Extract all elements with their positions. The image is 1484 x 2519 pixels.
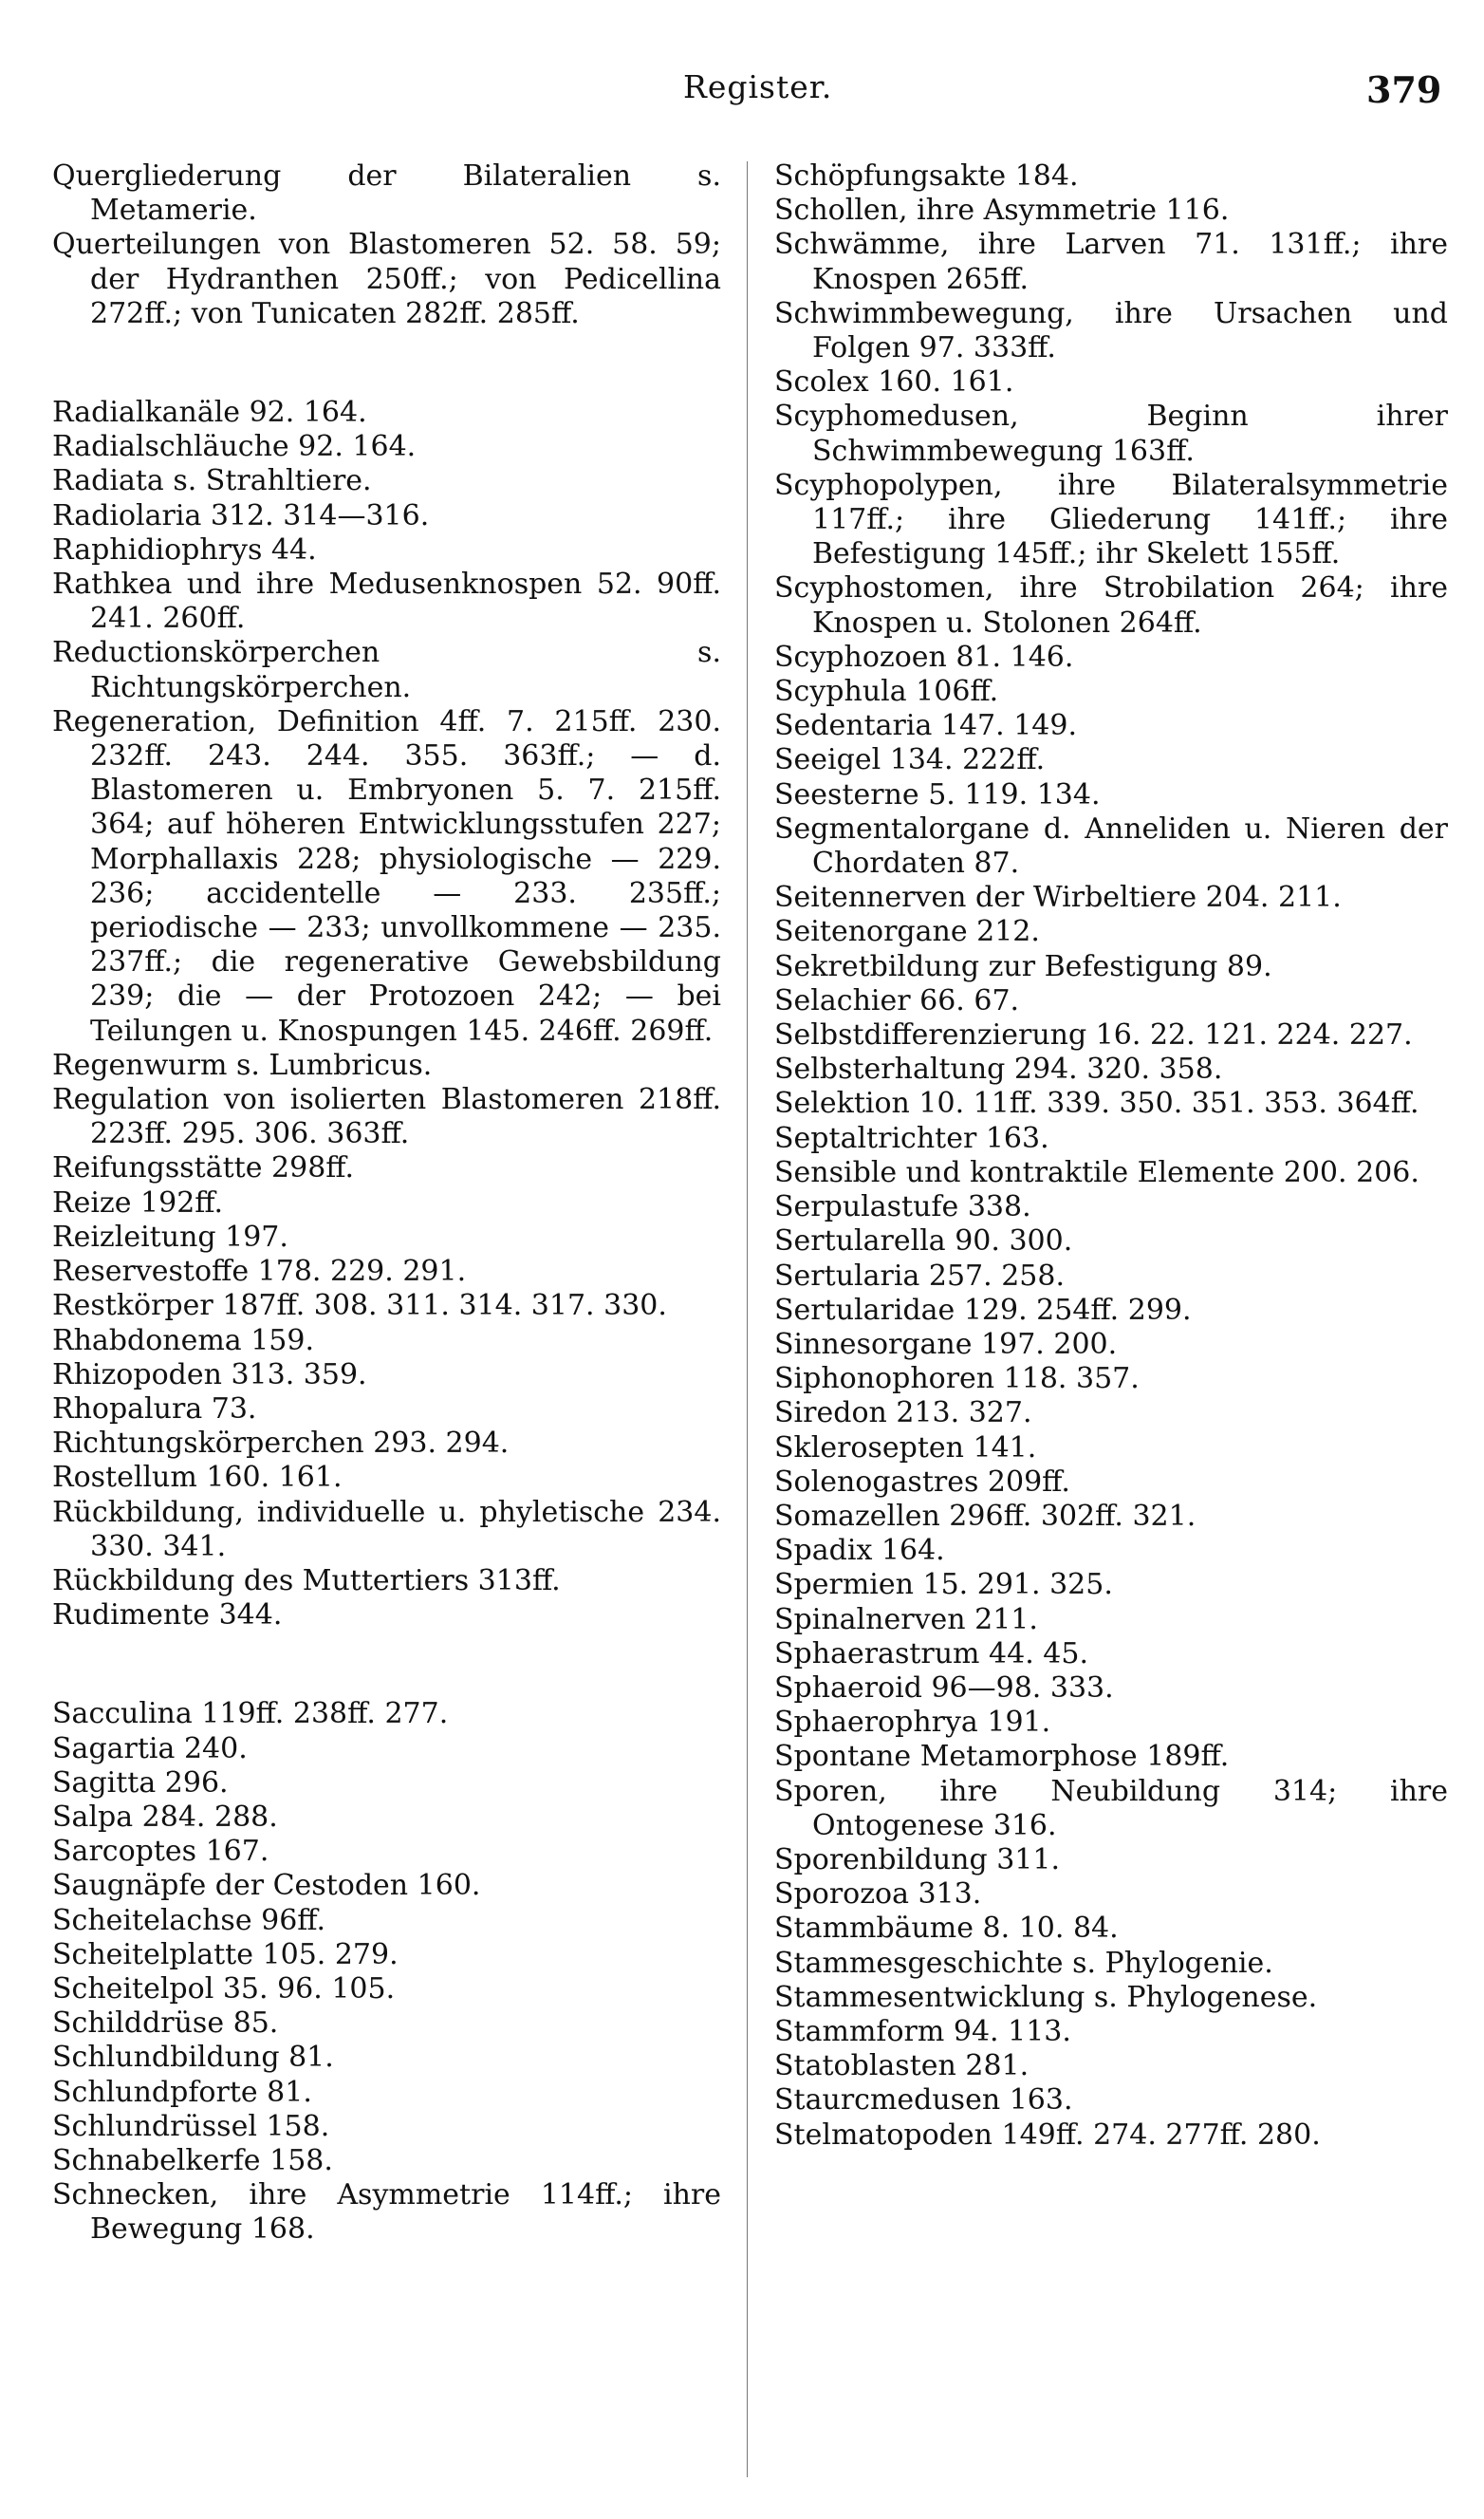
index-entry: Sphaeroid 96—98. 333. xyxy=(774,1670,1114,1705)
index-entry: Restkörper 187ff. 308. 311. 314. 317. 330. xyxy=(52,1289,667,1323)
index-entry: Solenogastres 209ff. xyxy=(774,1465,1070,1499)
index-entry: Scolex 160. 161. xyxy=(774,365,1014,400)
index-entry: Siredon 213. 327. xyxy=(774,1396,1032,1430)
index-entry: Sacculina 119ff. 238ff. 277. xyxy=(52,1697,449,1731)
index-entry: Rückbildung, individuelle u. phyletische 234. 330. 341. xyxy=(52,1495,721,1563)
index-entry: Sertularia 257. 258. xyxy=(774,1259,1065,1293)
index-entry: Rhizopoden 313. 359. xyxy=(52,1357,367,1391)
index-entry: Sklerosepten 141. xyxy=(774,1430,1037,1465)
index-entry: Radialkanäle 92. 164. xyxy=(52,396,367,430)
index-entry: Reductionskörperchen s. Richtungskörperchen. xyxy=(52,636,721,704)
index-entry: Selektion 10. 11ff. 339. 350. 351. 353. 364ff. xyxy=(774,1087,1419,1121)
index-entry: Rhopalura 73. xyxy=(52,1391,257,1426)
index-entry: Selachier 66. 67. xyxy=(774,983,1020,1017)
index-entry: Salpa 284. 288. xyxy=(52,1800,278,1834)
index-entry: Scyphomedusen, Beginn ihrer Schwimmbewegung 163ff. xyxy=(774,400,1448,468)
index-entry: Richtungskörperchen 293. 294. xyxy=(52,1427,510,1461)
section-gap xyxy=(52,331,721,396)
index-entry: Regeneration, Definition 4ff. 7. 215ff. 230. 232ff. 243. 244. 355. 363ff.; — d. Blastomeren u. Embryonen 5. 7. 215ff. 364; auf höheren Entwicklungsstufen 227; Morphallaxis 228; physiologische — 229. 236; accidentelle — 233. 235ff.; periodische — 233; unvollkommene — 235. 237ff.; die regenerative Gewebsbildung 239; die — der Protozoen 242; — bei Teilungen u. Knospungen 145. 246ff. 269ff. xyxy=(52,704,721,1048)
index-entry: Septaltrichter 163. xyxy=(774,1121,1049,1155)
index-entry: Sertularella 90. 300. xyxy=(774,1224,1073,1259)
running-title: Register. xyxy=(683,68,833,105)
index-entry: Schnecken, ihre Asymmetrie 114ff.; ihre Bewegung 168. xyxy=(52,2178,721,2247)
index-entry: Reservestoffe 178. 229. 291. xyxy=(52,1255,467,1289)
index-entry: Schnabelkerfe 158. xyxy=(52,2143,333,2177)
index-entry: Spontane Metamorphose 189ff. xyxy=(774,1740,1230,1774)
index-entry: Seesterne 5. 119. 134. xyxy=(774,777,1101,812)
index-entry: Stelmatopoden 149ff. 274. 277ff. 280. xyxy=(774,2118,1321,2152)
index-entry: Somazellen 296ff. 302ff. 321. xyxy=(774,1499,1196,1533)
index-entry: Scheitelplatte 105. 279. xyxy=(52,1937,399,1971)
index-entry: Rhabdonema 159. xyxy=(52,1323,315,1357)
index-entry: Spinalnerven 211. xyxy=(774,1602,1038,1636)
index-entry: Scyphozoen 81. 146. xyxy=(774,640,1074,674)
index-entry: Reizleitung 197. xyxy=(52,1220,288,1254)
index-entry: Stammesgeschichte s. Phylogenie. xyxy=(774,1946,1273,1980)
index-entry: Quergliederung der Bilateralien s. Metamerie. xyxy=(52,159,721,228)
index-entry: Schollen, ihre Asymmetrie 116. xyxy=(774,194,1230,228)
index-entry: Stammbäume 8. 10. 84. xyxy=(774,1912,1119,1946)
index-entry: Reize 192ff. xyxy=(52,1185,224,1220)
index-entry: Saugnäpfe der Cestoden 160. xyxy=(52,1869,481,1903)
page-header xyxy=(0,68,1484,125)
index-entry: Siphonophoren 118. 357. xyxy=(774,1362,1140,1396)
index-entry: Schilddrüse 85. xyxy=(52,2006,279,2041)
index-entry: Staurcmedusen 163. xyxy=(774,2083,1073,2118)
index-entry: Sagitta 296. xyxy=(52,1765,229,1800)
index-entry: Serpulastufe 338. xyxy=(774,1190,1031,1224)
index-entry: Querteilungen von Blastomeren 52. 58. 59; der Hydranthen 250ff.; von Pedicellina 272ff.; von Tunicaten 282ff. 285ff. xyxy=(52,228,721,330)
index-entry: Scheitelachse 96ff. xyxy=(52,1903,326,1937)
index-entry: Scyphopolypen, ihre Bilateralsymmetrie 117ff.; ihre Gliederung 141ff.; ihre Befestigung 145ff.; ihr Skelett 155ff. xyxy=(774,468,1448,571)
index-entry: Radialschläuche 92. 164. xyxy=(52,430,417,464)
index-entry: Spermien 15. 291. 325. xyxy=(774,1568,1113,1602)
index-entry: Sinnesorgane 197. 200. xyxy=(774,1327,1118,1361)
index-entry: Schwimmbewegung, ihre Ursachen und Folgen 97. 333ff. xyxy=(774,296,1448,365)
index-entry: Rudimente 344. xyxy=(52,1598,283,1633)
index-entry: Spadix 164. xyxy=(774,1534,945,1568)
index-entry: Schlundrüssel 158. xyxy=(52,2109,330,2143)
index-entry: Rückbildung des Muttertiers 313ff. xyxy=(52,1563,561,1597)
right-column xyxy=(774,159,1448,2153)
index-entry: Stammesentwicklung s. Phylogenese. xyxy=(774,1980,1318,2014)
index-entry: Selbstdifferenzierung 16. 22. 121. 224. 227. xyxy=(774,1018,1413,1053)
index-entry: Sporen, ihre Neubildung 314; ihre Ontogenese 316. xyxy=(774,1774,1448,1842)
index-entry: Reifungsstätte 298ff. xyxy=(52,1151,355,1185)
index-entry: Schöpfungsakte 184. xyxy=(774,159,1079,193)
index-entry: Selbsterhaltung 294. 320. 358. xyxy=(774,1053,1223,1087)
index-entry: Statoblasten 281. xyxy=(774,2049,1030,2083)
index-entry: Sporozoa 313. xyxy=(774,1877,982,1912)
index-entry: Scheitelpol 35. 96. 105. xyxy=(52,1971,396,2006)
index-entry: Sphaerastrum 44. 45. xyxy=(774,1636,1088,1670)
section-gap xyxy=(52,1633,721,1697)
index-entry: Rathkea und ihre Medusenknospen 52. 90ff. 241. 260ff. xyxy=(52,568,721,636)
index-entry: Rostellum 160. 161. xyxy=(52,1461,343,1495)
index-entry: Sarcoptes 167. xyxy=(52,1835,269,1869)
index-entry: Sedentaria 147. 149. xyxy=(774,709,1078,743)
page-number: 379 xyxy=(1366,68,1442,111)
index-entry: Scyphostomen, ihre Strobilation 264; ihre Knospen u. Stolonen 264ff. xyxy=(774,571,1448,640)
left-column xyxy=(52,159,721,2248)
index-entry: Segmentalorgane d. Anneliden u. Nieren der Chordaten 87. xyxy=(774,812,1448,881)
index-entry: Sagartia 240. xyxy=(52,1731,248,1765)
index-entry: Regenwurm s. Lumbricus. xyxy=(52,1048,433,1082)
index-entry: Radiolaria 312. 314—316. xyxy=(52,498,430,532)
index-entry: Radiata s. Strahltiere. xyxy=(52,464,372,498)
index-entry: Schlundpforte 81. xyxy=(52,2075,312,2109)
index-entry: Schlundbildung 81. xyxy=(52,2041,334,2075)
index-entry: Raphidiophrys 44. xyxy=(52,532,317,567)
index-entry: Seeigel 134. 222ff. xyxy=(774,743,1046,777)
index-entry: Scyphula 106ff. xyxy=(774,675,999,709)
index-entry: Sphaerophrya 191. xyxy=(774,1706,1051,1740)
index-entry: Sensible und kontraktile Elemente 200. 206. xyxy=(774,1155,1419,1189)
index-entry: Sporenbildung 311. xyxy=(774,1842,1061,1876)
index-entry: Regulation von isolierten Blastomeren 218ff. 223ff. 295. 306. 363ff. xyxy=(52,1083,721,1151)
index-entry: Sekretbildung zur Befestigung 89. xyxy=(774,949,1272,983)
index-entry: Seitennerven der Wirbeltiere 204. 211. xyxy=(774,881,1342,915)
index-entry: Sertularidae 129. 254ff. 299. xyxy=(774,1293,1192,1327)
index-entry: Seitenorgane 212. xyxy=(774,915,1040,949)
column-divider xyxy=(747,161,748,2477)
index-entry: Stammform 94. 113. xyxy=(774,2014,1071,2048)
index-entry: Schwämme, ihre Larven 71. 131ff.; ihre Knospen 265ff. xyxy=(774,228,1448,296)
